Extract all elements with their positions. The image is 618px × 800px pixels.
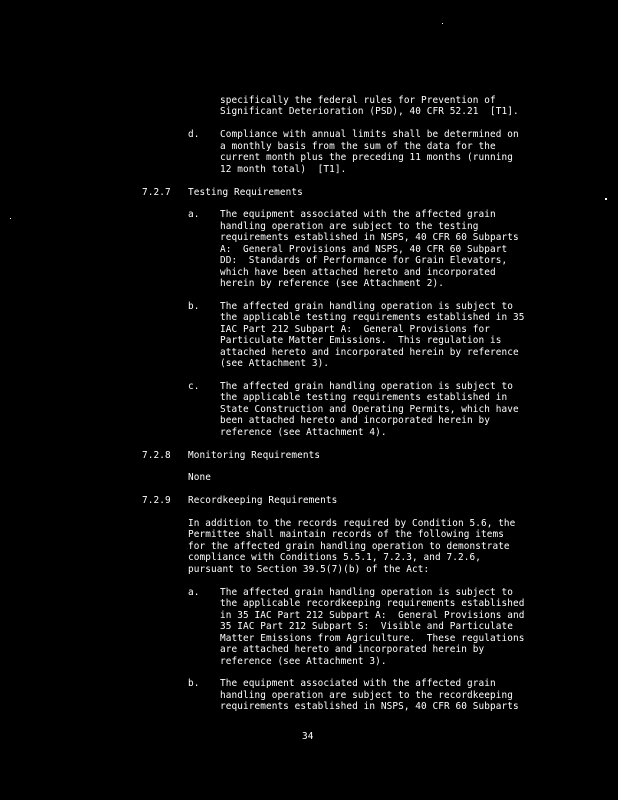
section-body: None — [188, 472, 211, 483]
section-title: Testing Requirements — [188, 187, 303, 198]
intro-line: Significant Deterioration (PSD), 40 CFR 52.21 [T1]. — [220, 106, 519, 117]
section-intro-line: for the affected grain handling operation to demonstrate — [188, 541, 510, 552]
item-label: a. — [188, 587, 200, 598]
item-label: b. — [188, 678, 200, 689]
item-line: the applicable recordkeeping requirements established — [220, 598, 525, 609]
item-line: the applicable testing requirements established in 35 — [220, 312, 525, 323]
section-number: 7.2.8 — [142, 450, 171, 461]
item-line: are attached hereto and incorporated herein by — [220, 644, 485, 655]
item-line: the applicable testing requirements established in — [220, 392, 508, 403]
page-number: 34 — [302, 731, 314, 742]
item-label: b. — [188, 301, 200, 312]
item-line: The affected grain handling operation is subject to — [220, 587, 513, 598]
scan-speck — [442, 23, 443, 24]
section-number: 7.2.9 — [142, 495, 171, 506]
item-line: The equipment associated with the affected grain — [220, 209, 496, 220]
item-line: IAC Part 212 Subpart A: General Provisions for — [220, 324, 490, 335]
item-d-line: current month plus the preceding 11 months (running — [220, 152, 513, 163]
item-d-line: a monthly basis from the sum of the data for the — [220, 141, 496, 152]
item-line: reference (see Attachment 3). — [220, 656, 387, 667]
item-line: The affected grain handling operation is subject to — [220, 381, 513, 392]
item-line: reference (see Attachment 4). — [220, 427, 387, 438]
intro-line: specifically the federal rules for Prevention of — [220, 95, 496, 106]
item-line: Particulate Matter Emissions. This regulation is — [220, 335, 502, 346]
item-line: handling operation are subject to the testing — [220, 221, 479, 232]
item-label: a. — [188, 209, 200, 220]
section-intro-line: Permittee shall maintain records of the following items — [188, 529, 504, 540]
section-intro-line: In addition to the records required by Condition 5.6, the — [188, 518, 516, 529]
item-d-line: 12 month total) [T1]. — [220, 164, 347, 175]
item-line: The affected grain handling operation is subject to — [220, 301, 513, 312]
item-d-line: Compliance with annual limits shall be determined on — [220, 129, 519, 140]
item-line: (see Attachment 3). — [220, 358, 330, 369]
item-line: been attached hereto and incorporated herein by — [220, 415, 490, 426]
section-intro-line: pursuant to Section 39.5(7)(b) of the Act: — [188, 564, 430, 575]
item-line: which have been attached hereto and incorporated — [220, 267, 496, 278]
section-title: Monitoring Requirements — [188, 450, 321, 461]
scan-speck — [10, 218, 11, 219]
item-line: 35 IAC Part 212 Subpart S: Visible and Particulate — [220, 621, 513, 632]
item-line: requirements established in NSPS, 40 CFR 60 Subparts — [220, 232, 519, 243]
item-label: c. — [188, 381, 200, 392]
item-line: herein by reference (see Attachment 2). — [220, 278, 445, 289]
item-line: DD: Standards of Performance for Grain Elevators, — [220, 255, 508, 266]
item-line: attached hereto and incorporated herein by reference — [220, 347, 519, 358]
section-number: 7.2.7 — [142, 187, 171, 198]
item-line: The equipment associated with the affected grain — [220, 678, 496, 689]
item-line: in 35 IAC Part 212 Subpart A: General Provisions and — [220, 610, 525, 621]
item-line: State Construction and Operating Permits, which have — [220, 404, 519, 415]
item-d-label: d. — [188, 129, 200, 140]
item-line: A: General Provisions and NSPS, 40 CFR 60 Subpart — [220, 244, 508, 255]
item-line: Matter Emissions from Agriculture. These regulations — [220, 633, 525, 644]
item-line: handling operation are subject to the recordkeeping — [220, 690, 513, 701]
scan-speck — [605, 198, 607, 200]
section-intro-line: compliance with Conditions 5.5.1, 7.2.3, and 7.2.6, — [188, 552, 481, 563]
section-title: Recordkeeping Requirements — [188, 495, 338, 506]
item-line: requirements established in NSPS, 40 CFR 60 Subparts — [220, 701, 519, 712]
